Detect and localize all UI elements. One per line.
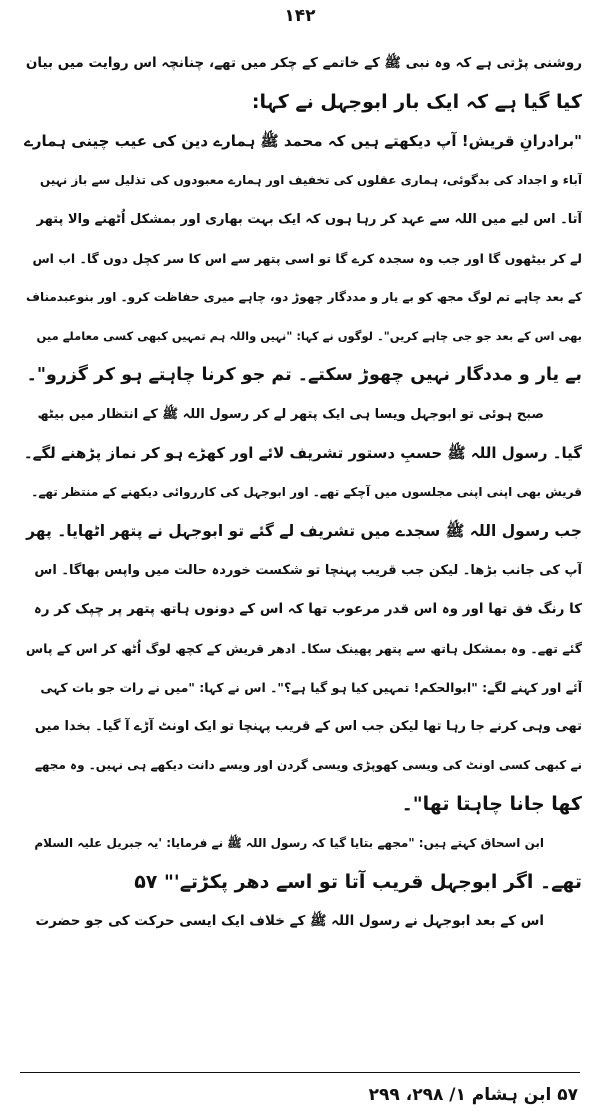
text-line: بھی اس کے بعد جو جی چاہے کریں"۔ لوگوں نے کہا: "نہیں واللہ ہم تمہیں کبھی کسی معاملے میں: [36, 329, 582, 343]
text-line: آباء و اجداد کی بدگوئی، ہماری عقلوں کی تخفیف اور ہمارے معبودوں کی تذلیل سے باز نہیں: [39, 173, 582, 187]
body-text: [22, 44, 582, 941]
text-line: "برادرانِ قریش! آپ دیکھتے ہیں کہ محمد ﷺ ہمارے دین کی عیب چینی ہمارے: [24, 132, 582, 150]
text-line: جب رسول اللہ ﷺ سجدے میں تشریف لے گئے تو ابوجہل نے پتھر اٹھایا۔ پھر: [26, 522, 582, 540]
footnote: ۵۷ ابن ہشام ۱/ ۲۹۸، ۲۹۹: [368, 1085, 578, 1105]
text-line: آئے اور کہنے لگے: "ابوالحکم! تمہیں کیا ہو گیا ہے؟"۔ اس نے کہا: "میں نے رات جو بات کہی: [40, 680, 582, 695]
text-line: روشنی پڑتی ہے کہ وہ نبی ﷺ کے خاتمے کے چکر میں تھے، چنانچہ اس روایت میں بیان: [25, 55, 582, 71]
text-line: آپ کی جانب بڑھا۔ لیکن جب قریب پہنچا تو شکست خوردہ حالت میں واپس بھاگا۔ اس: [34, 563, 582, 578]
text-line: لے کر بیٹھوں گا اور جب وہ سجدہ کرے گا تو اسی پتھر سے اس کا سر کچل دوں گا۔ اب اس: [32, 251, 582, 266]
footnote-divider: [20, 1072, 580, 1073]
text-line: صبح ہوئی تو ابوجہل ویسا ہی ایک پتھر لے کر رسول اللہ ﷺ کے انتظار میں بیٹھ: [37, 407, 544, 422]
text-line: کا رنگ فق تھا اور وہ اس قدر مرعوب تھا کہ اس کے دونوں ہاتھ پتھر پر چپک کر رہ: [33, 601, 582, 617]
text-line: تھی وہی کرنے جا رہا تھا لیکن جب اس کے قریب پہنچا تو ایک اونٹ آڑے آ گیا۔ بخدا میں: [34, 719, 582, 734]
text-line: گئے تھے۔ وہ بمشکل ہاتھ سے پتھر پھینک سکا۔ ادھر قریش کے کچھ لوگ اُٹھ کر اس کے پاس: [25, 641, 582, 656]
text-line: بے یار و مددگار نہیں چھوڑ سکتے۔ تم جو کرنا چاہتے ہو کر گزرو"۔: [26, 365, 582, 385]
text-line: نے کبھی کسی اونٹ کی ویسی کھوپڑی ویسی گردن اور ویسے دانت دیکھے ہی نہیں۔ وہ مجھے: [34, 758, 582, 772]
text-line: اس کے بعد ابوجہل نے رسول اللہ ﷺ کے خلاف ایک ایسی حرکت کی جو حضرت: [35, 913, 544, 929]
page-number: ۱۴۲: [284, 6, 316, 26]
text-line: کے بعد چاہے تم لوگ مجھ کو بے یار و مددگار چھوڑ دو، چاہے میری حفاظت کرو۔ اور بنوعبدمناف: [26, 290, 582, 304]
text-line: آتا۔ اس لیے میں اللہ سے عہد کر رہا ہوں کہ ایک بہت بھاری اور بمشکل اُٹھنے والا پتھر: [36, 212, 582, 227]
text-line: قریش بھی اپنی اپنی مجلسوں میں آچکے تھے۔ اور ابوجہل کی کارروائی دیکھنے کے منتظر تھے۔: [31, 485, 582, 499]
text-line: ابن اسحاق کہتے ہیں: "مجھے بتایا گیا کہ رسول اللہ ﷺ نے فرمایا: 'یہ جبریل علیہ السلام: [34, 836, 544, 850]
text-line: تھے۔ اگر ابوجہل قریب آتا تو اسے دھر پکڑتے'" ۵۷: [134, 871, 582, 893]
text-line: کیا گیا ہے کہ ایک بار ابوجہل نے کہا:: [251, 91, 582, 113]
text-line: کھا جانا چاہتا تھا"۔: [401, 793, 582, 815]
text-line: گیا۔ رسول اللہ ﷺ حسبِ دستور تشریف لائے اور کھڑے ہو کر نماز پڑھنے لگے۔: [23, 444, 582, 462]
